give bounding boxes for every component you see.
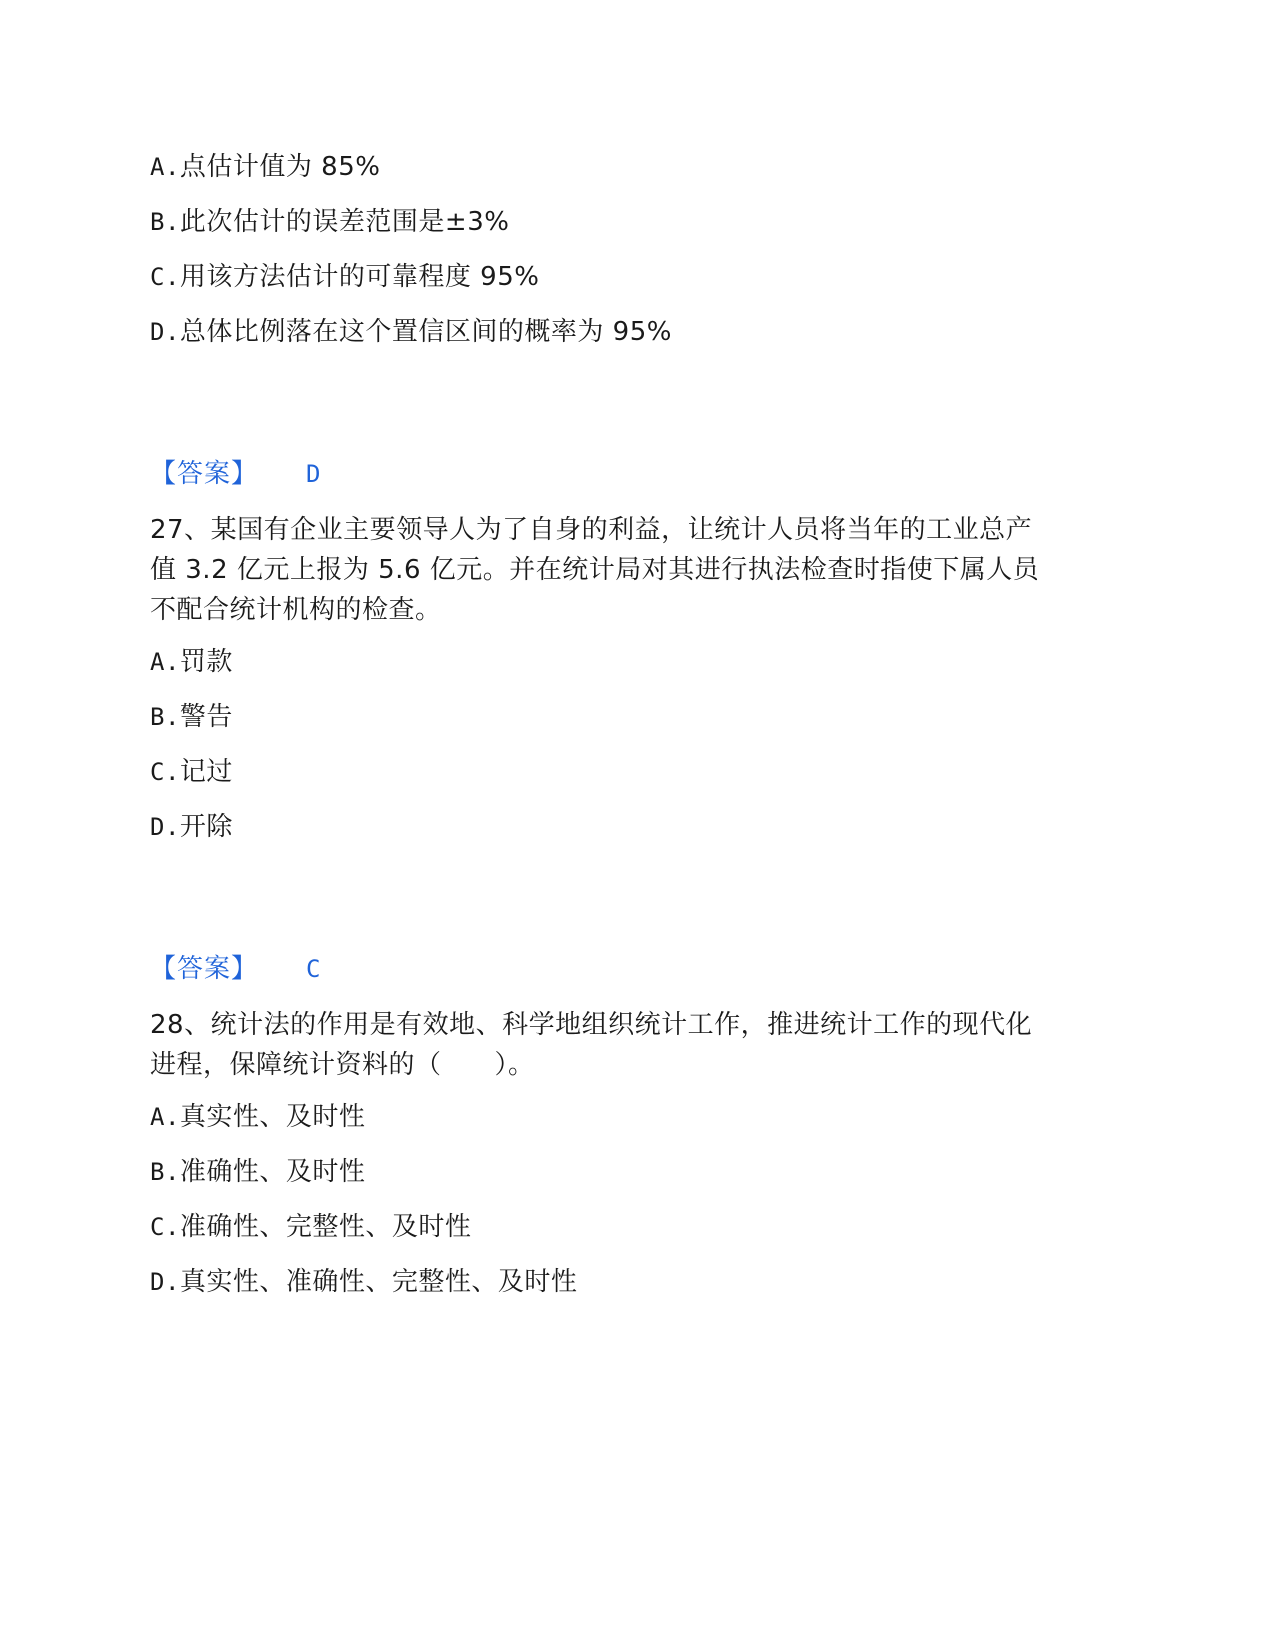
option-letter: D. [150,318,180,346]
option-letter: C. [150,758,180,786]
q27-stem [150,510,1110,630]
option-text: 真实性、及时性 [179,1102,366,1132]
option-letter: A. [150,648,180,676]
option-text: 点估计值为 85% [179,152,381,182]
option-letter: B. [150,1158,180,1186]
option-letter: A. [150,153,180,181]
q27-stem-line: 27、某国有企业主要领导人为了自身的利益，让统计人员将当年的工业总产 [150,515,1033,545]
q28-option-a [150,1099,365,1135]
q28-stem-line: 28、统计法的作用是有效地、科学地组织统计工作，推进统计工作的现代化 [150,1010,1033,1040]
option-text: 此次估计的误差范围是±3% [179,207,510,237]
answer-label: 【答案】 [150,459,259,489]
answer-label: 【答案】 [150,954,259,984]
q28-stem [150,1005,1110,1085]
q27-option-c [150,754,233,790]
q27-stem-line: 值 3.2 亿元上报为 5.6 亿元。并在统计局对其进行执法检查时指使下属人员 [150,555,1040,585]
q26-answer [150,456,320,492]
q27-answer [150,951,320,987]
q27-option-b [150,699,233,735]
option-letter: A. [150,1103,180,1131]
option-text: 记过 [179,757,233,787]
option-text: 开除 [179,812,233,842]
option-text: 准确性、完整性、及时性 [179,1212,472,1242]
option-letter: C. [150,263,180,291]
option-text: 真实性、准确性、完整性、及时性 [179,1267,578,1297]
answer-value: D [306,460,321,488]
q27-option-a [150,644,233,680]
answer-value: C [306,955,321,983]
option-letter: C. [150,1213,180,1241]
option-text: 罚款 [179,647,233,677]
q28-stem-line: 进程，保障统计资料的（ ）。 [150,1050,535,1080]
q26-option-a [150,149,380,185]
option-text: 警告 [179,702,233,732]
q26-option-d [150,314,672,350]
option-letter: B. [150,703,180,731]
option-letter: B. [150,208,180,236]
q28-option-d [150,1264,577,1300]
q26-option-b [150,204,509,240]
option-text: 总体比例落在这个置信区间的概率为 95% [179,317,672,347]
option-letter: D. [150,813,180,841]
option-text: 准确性、及时性 [179,1157,366,1187]
q27-stem-line: 不配合统计机构的检查。 [150,595,442,625]
q27-option-d [150,809,233,845]
q28-option-c [150,1209,471,1245]
option-letter: D. [150,1268,180,1296]
option-text: 用该方法估计的可靠程度 95% [179,262,540,292]
q26-option-c [150,259,539,295]
q28-option-b [150,1154,365,1190]
